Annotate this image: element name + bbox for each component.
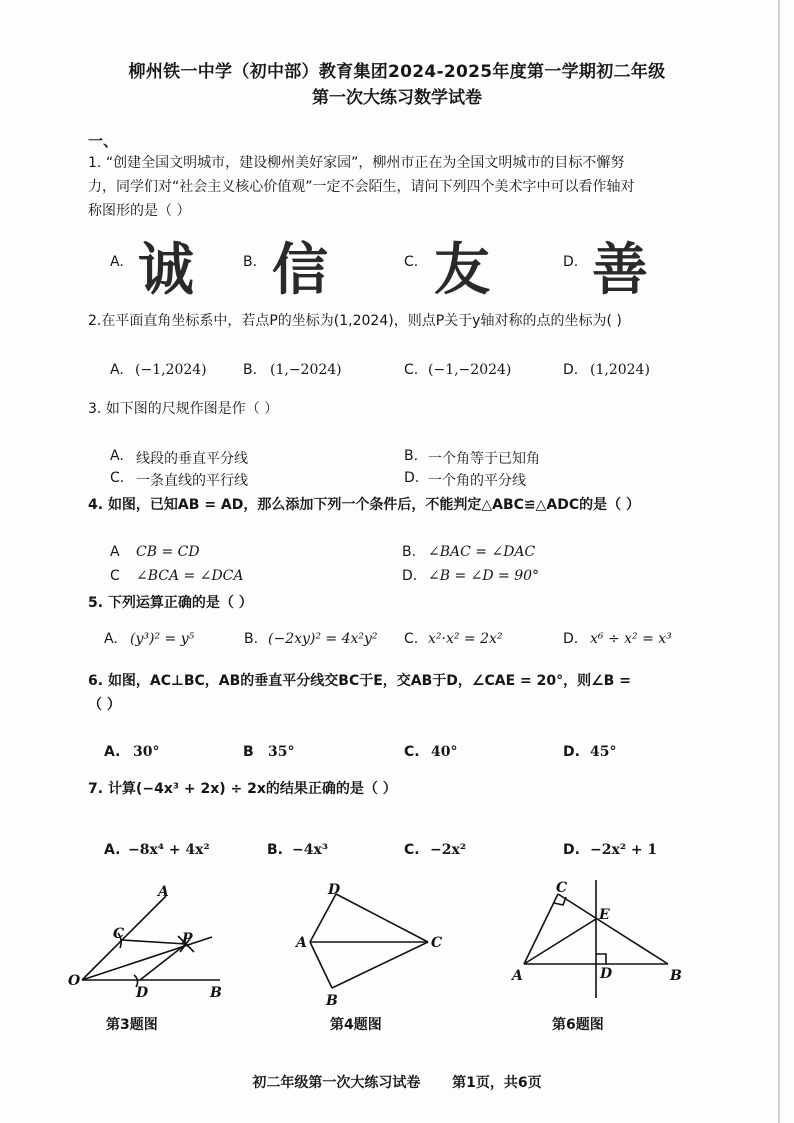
question-7-line [88, 778, 397, 801]
question-5-line [88, 592, 253, 615]
q2-option-d-text: (1,2024) [590, 362, 650, 378]
q5-option-a-text: (y³)² = y⁵ [130, 631, 195, 647]
q4-option-a-label: A [110, 544, 120, 560]
figure-4-diagram [288, 880, 458, 1010]
fig4-label-c: C [431, 935, 443, 951]
fig6-label-e: E [599, 907, 610, 923]
q2-option-d-label: D. [563, 362, 579, 378]
figure-3-caption: 第3题图 [106, 1017, 158, 1033]
q1-option-a-char: 诚 [138, 238, 194, 303]
q4-option-d-text: ∠B = ∠D = 90° [428, 568, 540, 584]
fig4-label-a: A [296, 935, 307, 951]
question-4-stem: 如图，已知AB = AD，那么添加下列一个条件后，不能判定△ABC≌△ADC的是（ ） [107, 497, 641, 513]
question-1-stem-line1: “创建全国文明城市，建设柳州美好家园”，柳州市正在为全国文明城市的目标不懈努 [105, 155, 625, 171]
page-edge-shadow [778, 0, 780, 1123]
q1-option-b-label: B. [243, 254, 258, 270]
q3-option-d-text: 一个角的平分线 [428, 473, 526, 489]
fig3-segment-cp [122, 940, 186, 944]
fig4-segment-dc [336, 894, 428, 942]
q5-option-d-label: D. [563, 631, 579, 647]
q2-option-c-text: (−1,−2024) [428, 362, 512, 378]
figure-3-diagram [60, 880, 240, 1005]
exam-title-line1: 柳州铁一中学（初中部）教育集团2024-2025年度第一学期初二年级 [128, 62, 666, 82]
q4-option-b-text: ∠BAC = ∠DAC [428, 544, 536, 560]
q4-option-b-label: B. [402, 544, 417, 560]
q5-option-b-label: B. [244, 631, 259, 647]
fig3-segment-dp [140, 944, 186, 980]
q1-option-d-char: 善 [592, 238, 648, 303]
q7-option-c-label: C. [404, 842, 420, 858]
q3-option-a-label: A. [110, 448, 124, 464]
q3-option-b-label: B. [404, 448, 419, 464]
page-footer [0, 1072, 794, 1092]
figure-6-caption: 第6题图 [552, 1017, 604, 1033]
q6-option-c-label: C. [404, 744, 420, 760]
q5-option-c-label: C. [404, 631, 419, 647]
fig6-right-angle-d [596, 954, 606, 964]
q4-option-c-text: ∠BCA = ∠DCA [136, 568, 244, 584]
footer-page-info: 第1页，共6页 [452, 1075, 542, 1091]
q6-option-d-label: D. [563, 744, 580, 760]
fig4-label-d: D [328, 882, 341, 898]
question-7-stem: 计算(−4x³ + 2x) ÷ 2x的结果正确的是（ ） [107, 781, 397, 797]
question-1-line1 [88, 152, 624, 175]
question-2-line [88, 310, 622, 333]
question-2-stem: 在平面直角坐标系中，若点P的坐标为(1,2024)，则点P关于y轴对称的点的坐标为( ) [101, 313, 622, 329]
question-4-line [88, 494, 640, 517]
question-5-stem: 下列运算正确的是（ ） [107, 595, 253, 611]
question-6-line1 [88, 670, 631, 693]
fig6-label-a: A [512, 968, 523, 984]
figure-6-diagram [506, 872, 696, 1007]
figure-4-caption: 第4题图 [330, 1017, 382, 1033]
fig3-label-d: D [136, 985, 149, 1001]
q7-option-b-text: −4x³ [292, 842, 328, 858]
question-6-stem-line2: （ ） [88, 697, 121, 713]
q5-option-c-text: x²·x² = 2x² [428, 631, 503, 647]
q1-option-a-label: A. [110, 254, 124, 270]
q6-option-a-text: 30° [133, 744, 160, 760]
fig6-label-d: D [600, 966, 613, 982]
q5-option-d-text: x⁶ ÷ x² = x³ [590, 631, 672, 647]
question-3-number: 3. [88, 401, 102, 417]
q6-option-a-label: A. [104, 744, 121, 760]
fig4-segment-ad [310, 894, 336, 942]
section-label: 一、 [88, 132, 119, 150]
q1-option-d-label: D. [563, 254, 579, 270]
q7-option-c-text: −2x² [430, 842, 466, 858]
question-4-number: 4. [88, 497, 104, 513]
q3-option-a-text: 线段的垂直平分线 [136, 451, 248, 467]
q7-option-b-label: B. [267, 842, 283, 858]
fig3-label-c: C [113, 926, 125, 942]
q4-option-a-text: CB = CD [136, 544, 200, 560]
fig6-segment-cb [558, 894, 668, 964]
footer-exam-name: 初二年级第一次大练习试卷 [252, 1075, 421, 1091]
fig6-label-b: B [670, 968, 682, 984]
q3-option-c-text: 一条直线的平行线 [136, 473, 248, 489]
fig4-segment-bc [332, 942, 428, 988]
q6-option-c-text: 40° [431, 744, 458, 760]
question-2-number: 2. [88, 313, 102, 329]
q4-option-c-label: C [110, 568, 120, 584]
q2-option-b-label: B. [243, 362, 258, 378]
question-3-stem: 如下图的尺规作图是作（ ） [105, 401, 279, 417]
question-1-number: 1. [88, 155, 102, 171]
question-5-number: 5. [88, 595, 104, 611]
q1-option-b-char: 信 [272, 238, 328, 303]
question-7-number: 7. [88, 781, 104, 797]
question-1-stem-line3: 称图形的是（ ） [88, 203, 191, 219]
q3-option-b-text: 一个角等于已知角 [428, 451, 540, 467]
fig3-label-p: P [182, 931, 193, 947]
fig3-label-o: O [68, 973, 81, 989]
q7-option-d-label: D. [563, 842, 580, 858]
q6-option-b-text: 35° [268, 744, 295, 760]
fig4-label-b: B [326, 993, 338, 1009]
q1-option-c-char: 友 [434, 238, 490, 303]
q6-option-b-label: B [243, 744, 254, 760]
q2-option-c-label: C. [404, 362, 419, 378]
q3-option-c-label: C. [110, 470, 125, 486]
fig4-segment-ab [310, 942, 332, 988]
fig3-label-b: B [210, 985, 222, 1001]
q1-option-c-label: C. [404, 254, 419, 270]
q7-option-a-text: −8x⁴ + 4x² [128, 842, 210, 858]
exam-title-line2: 第一次大练习数学试卷 [312, 88, 482, 108]
fig3-label-a: A [158, 884, 169, 900]
q2-option-a-label: A. [110, 362, 124, 378]
question-6-stem-line1: 如图，AC⊥BC，AB的垂直平分线交BC于E，交AB于D，∠CAE = 20°，则∠B = [107, 673, 631, 689]
q7-option-d-text: −2x² + 1 [590, 842, 658, 858]
q3-option-d-label: D. [404, 470, 420, 486]
fig6-label-c: C [556, 880, 568, 896]
q5-option-a-label: A. [104, 631, 118, 647]
q2-option-a-text: (−1,2024) [135, 362, 207, 378]
q2-option-b-text: (1,−2024) [270, 362, 342, 378]
question-1-stem-line2: 力，同学们对“社会主义核心价值观”一定不会陌生，请问下列四个美术字中可以看作轴对 [88, 179, 635, 195]
q5-option-b-text: (−2xy)² = 4x²y² [268, 631, 378, 647]
q6-option-d-text: 45° [590, 744, 617, 760]
q7-option-a-label: A. [104, 842, 121, 858]
question-3-line [88, 398, 278, 421]
question-6-number: 6. [88, 673, 104, 689]
q4-option-d-label: D. [402, 568, 418, 584]
